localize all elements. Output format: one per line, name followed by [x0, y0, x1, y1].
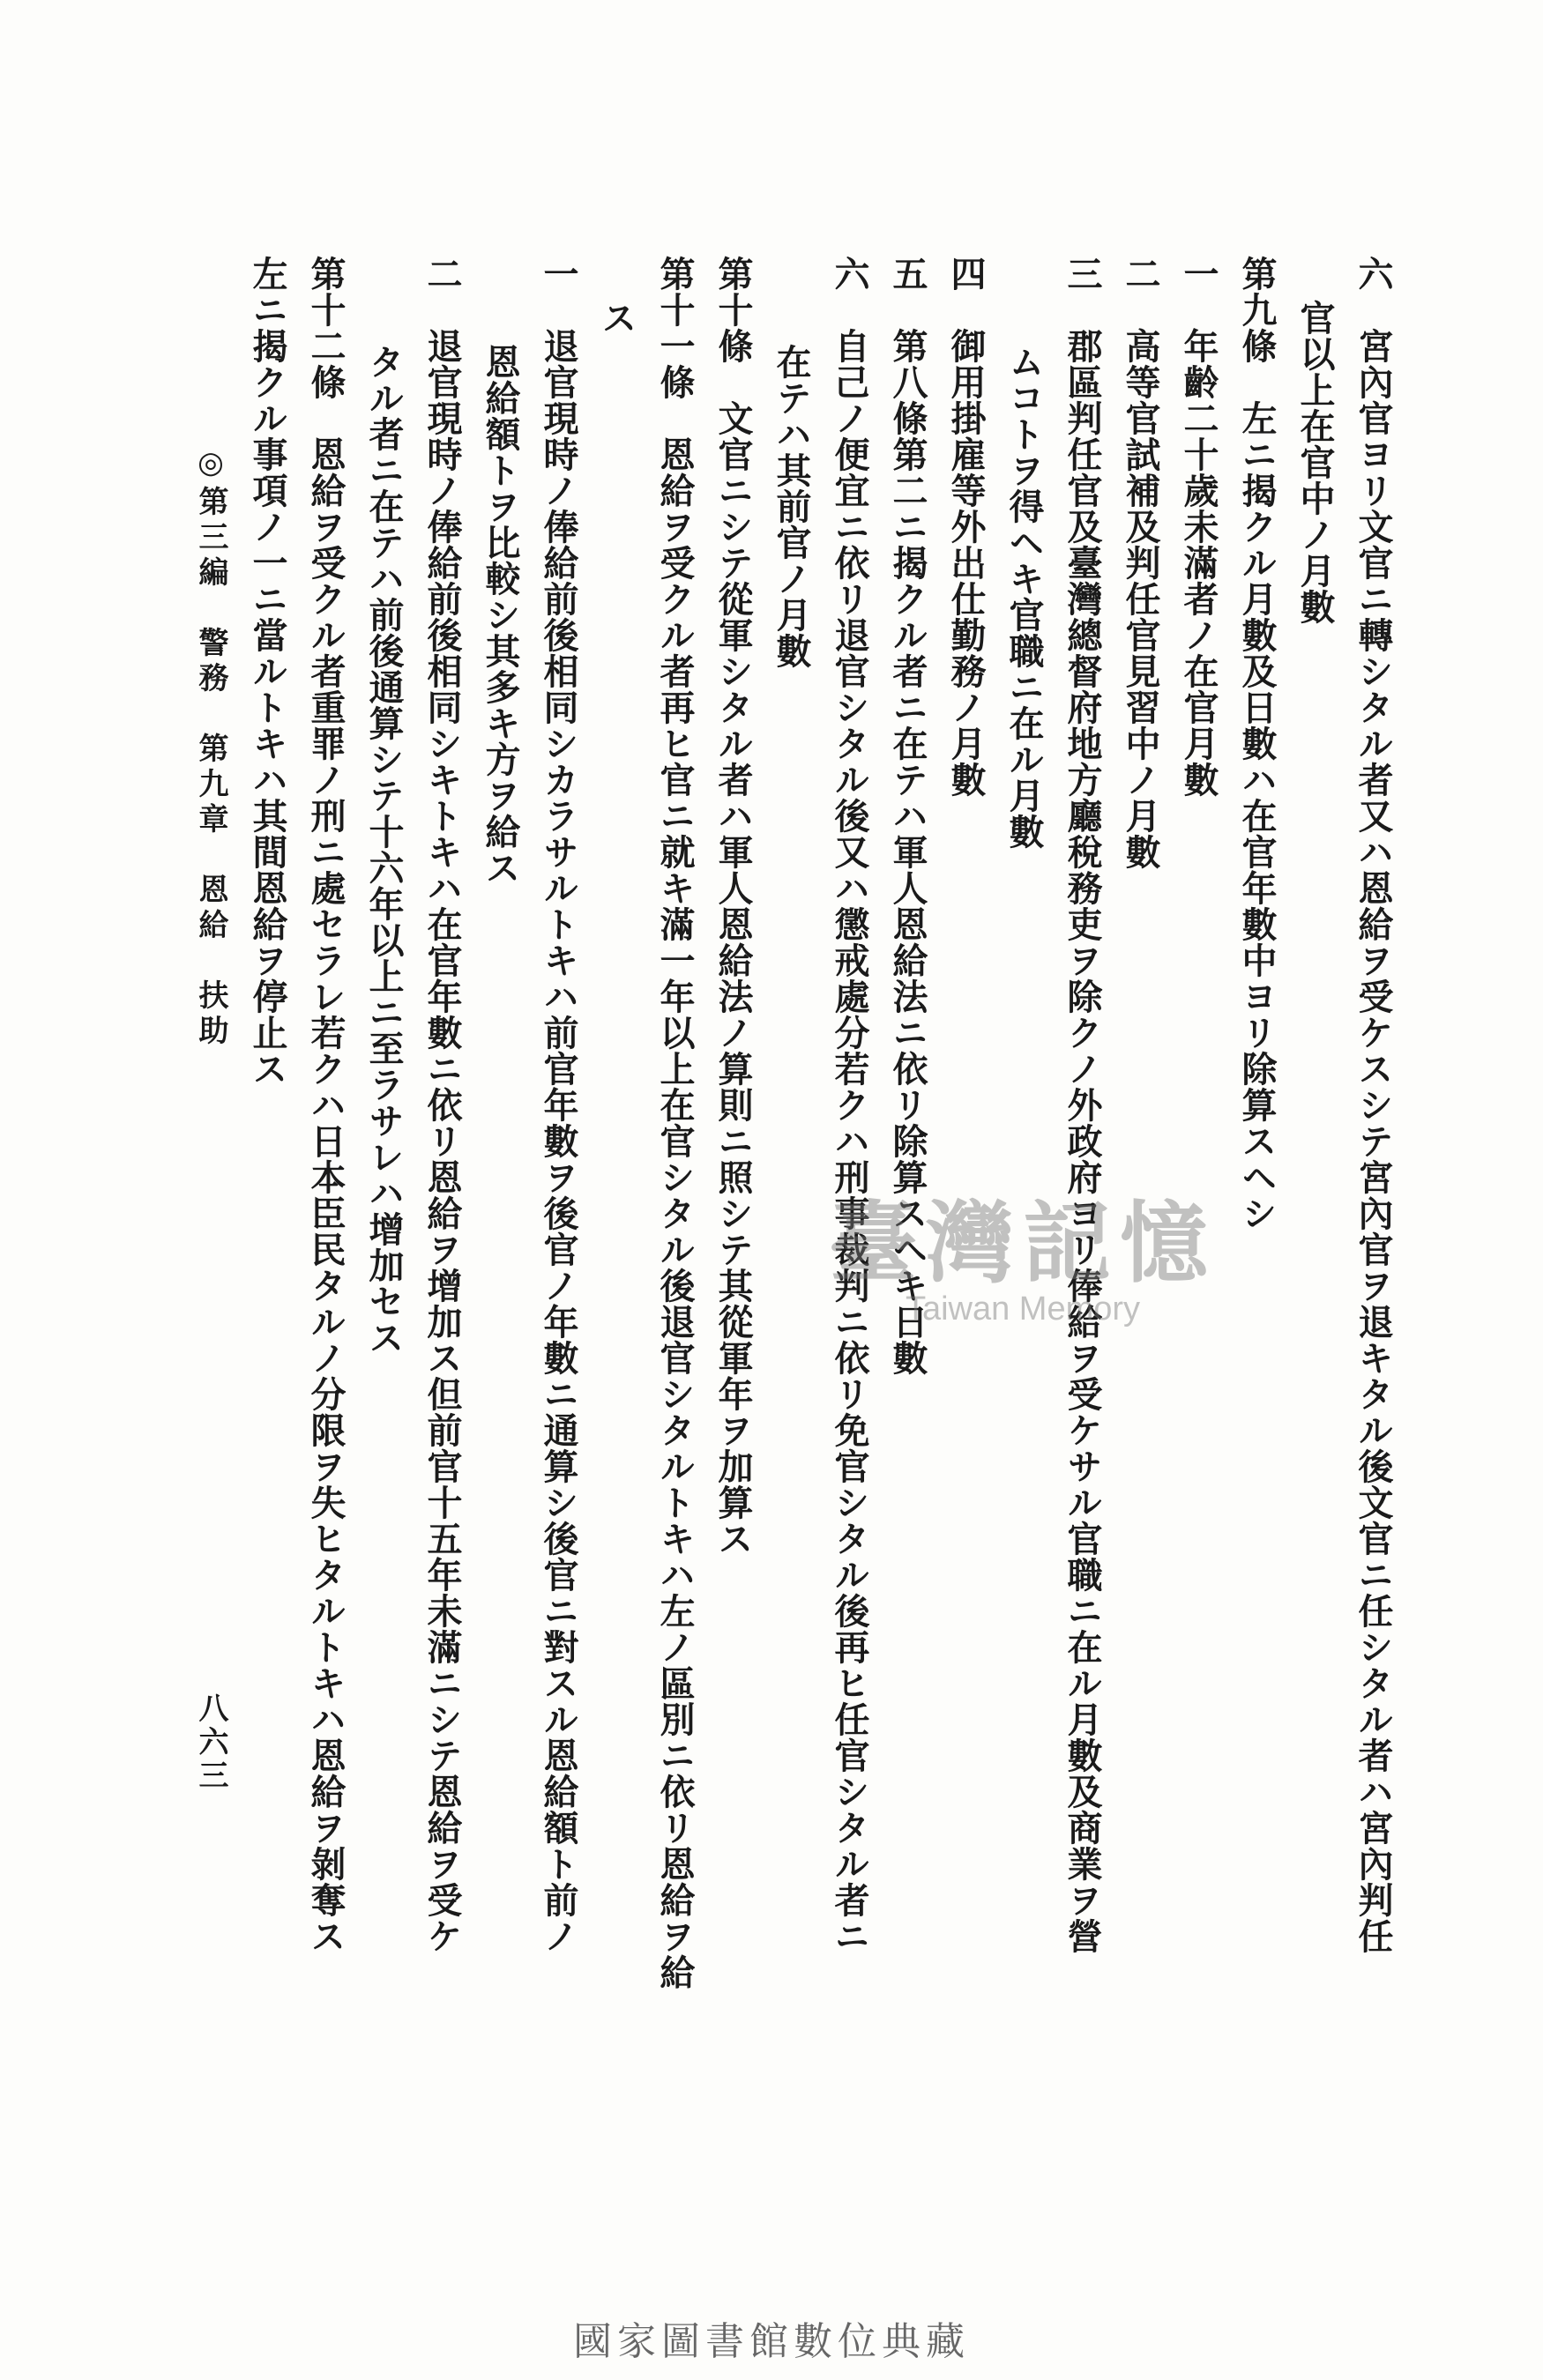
text-column-15: 一 退官現時ノ俸給前後相同シカラサルトキハ前官年數ヲ後官ノ年數ニ通算シ後官ニ對スル恩給額ト前ノ — [538, 256, 579, 1954]
text-column-12: 第十條 文官ニシテ從軍シタル者ハ軍人恩給法ノ算則ニ照シテ其從軍年ヲ加算ス — [712, 256, 754, 1557]
text-column-16: 恩給額トヲ比較シ其多キ方ヲ給ス — [480, 344, 521, 886]
text-column-4: 一 年齡二十歲未滿者ノ在官月數 — [1178, 256, 1219, 798]
text-column-7: ムコトヲ得ヘキ官職ニ在ル月數 — [1003, 344, 1045, 850]
text-column-2: 官以上在官中ノ月數 — [1294, 300, 1336, 625]
text-column-18: タル者ニ在テハ前後通算シテ十六年以上ニ至ラサレハ增加セス — [363, 344, 405, 1356]
text-column-6: 三 郡區判任官及臺灣總督府地方廳稅務吏ヲ除クノ外政府ヨリ俸給ヲ受ケサル官職ニ在ル月數及商業ヲ營 — [1062, 256, 1103, 1954]
text-column-5: 二 高等官試補及判任官見習中ノ月數 — [1120, 256, 1161, 870]
text-column-17: 二 退官現時ノ俸給前後相同シキトキハ在官年數ニ依リ恩給ヲ增加ス但前官十五年未滿ニシテ恩給ヲ受ケ — [421, 256, 463, 1954]
text-column-20: 左ニ揭クル事項ノ一ニ當ルトキハ其間恩給ヲ停止ス — [247, 256, 288, 1087]
watermark-chinese: 臺灣記憶 — [829, 1191, 1217, 1295]
text-column-3: 第九條 左ニ揭クル月數及日數ハ在官年數中ヨリ除算スヘシ — [1236, 256, 1278, 1231]
text-column-1: 六 宮內官ヨリ文官ニ轉シタル者又ハ恩給ヲ受ケスシテ宮內官ヲ退キタル後文官ニ任シタル者ハ宮內判任 — [1353, 256, 1394, 1954]
text-column-8: 四 御用掛雇等外出仕勤務ノ月數 — [945, 256, 987, 798]
watermark — [776, 1172, 1270, 1328]
watermark-english: Taiwan Memory — [905, 1290, 1141, 1328]
page-number: 八六三 — [193, 1692, 228, 1793]
text-column-19: 第十二條 恩給ヲ受クル者重罪ノ刑ニ處セラレ若クハ日本臣民タルノ分限ヲ失ヒタルトキハ恩給ヲ剝奪ス — [305, 256, 347, 1954]
footer-credit: 國家圖書館數位典藏 — [573, 2319, 970, 2364]
text-column-10: 六 自己ノ便宜ニ依リ退官シタル後又ハ懲戒處分若クハ刑事裁判ニ依リ免官シタル後再ヒ任官シタル者ニ — [829, 256, 870, 1954]
text-column-9: 五 第八條第二ニ揭クル者ニ在テハ軍人恩給法ニ依リ除算スヘキ日數 — [887, 256, 928, 1376]
text-column-13: 第十一條 恩給ヲ受クル者再ヒ官ニ就キ滿一年以上在官シタル後退官シタルトキハ左ノ區別ニ依リ恩給ヲ給 — [654, 256, 696, 1990]
text-column-11: 在テハ其前官ノ月數 — [771, 344, 812, 669]
text-column-14: ス — [596, 300, 637, 336]
running-head: ◎第三編 警務 第九章 恩給 扶助 — [193, 445, 228, 1050]
